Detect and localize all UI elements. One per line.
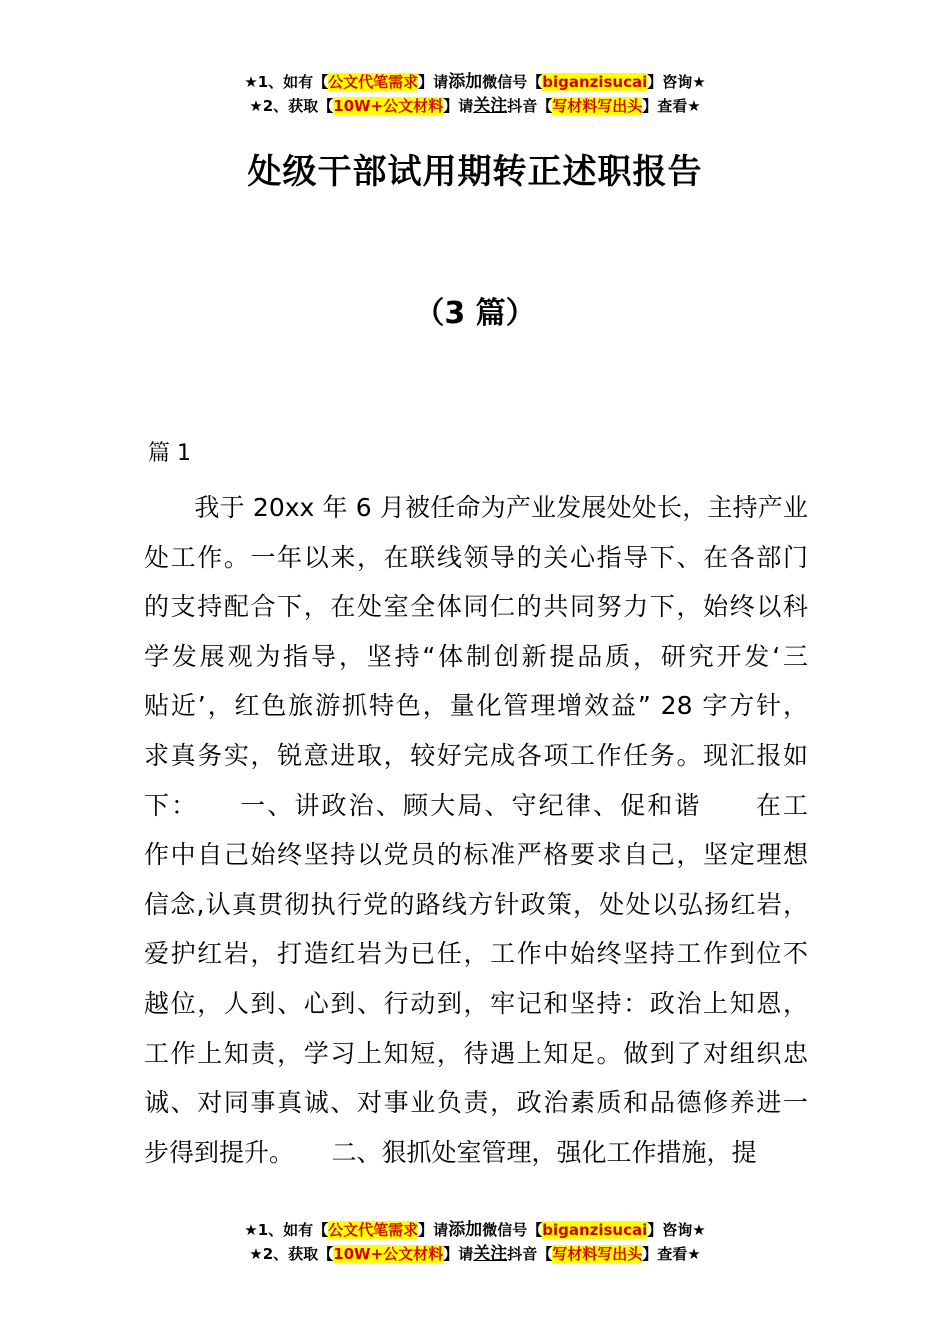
banner-text: 】咨询★ xyxy=(647,1221,706,1239)
banner-text: 】请 xyxy=(418,1221,449,1239)
banner-emphasis: 关注 xyxy=(473,1244,508,1264)
banner-text: 2、获取【 xyxy=(262,1245,334,1263)
body-line: 诚、对同事真诚、对事业负责，政治素质和品德修养进一 xyxy=(144,1088,808,1118)
body-line: 贴近’，红色旅游抓特色，量化管理增效益” 28 字方针， xyxy=(144,691,808,721)
body-line: 越位，人到、心到、行动到，牢记和坚持：政治上知恩， xyxy=(144,988,808,1018)
star-icon: ★ xyxy=(244,73,258,91)
body-line: 求真务实，锐意进取，较好完成各项工作任务。现汇报如 xyxy=(144,740,808,770)
footer-banner-line-1 xyxy=(0,1218,950,1242)
banner-text: 1、如有【 xyxy=(257,1221,329,1239)
document-title: 处级干部试用期转正述职报告 xyxy=(247,152,703,192)
banner-text: 】请 xyxy=(418,73,449,91)
header-banner-line-2 xyxy=(0,94,950,118)
highlight-ghostwriting: 公文代笔需求 xyxy=(328,1221,419,1239)
body-line: 处工作。一年以来，在联线领导的关心指导下、在各部门 xyxy=(144,542,808,572)
banner-text: 】咨询★ xyxy=(647,73,706,91)
banner-text: 抖音【 xyxy=(507,1245,553,1263)
banner-text: 】查看★ xyxy=(642,97,701,115)
header-banner-line-1 xyxy=(0,70,950,94)
highlight-materials: 10W+公文材料 xyxy=(333,1245,444,1263)
banner-text: 抖音【 xyxy=(507,97,553,115)
body-line: 工作上知责，学习上知短，待遇上知足。做到了对组织忠 xyxy=(144,1038,808,1068)
section-label: 篇 1 xyxy=(148,441,191,466)
body-line: 作中自己始终坚持以党员的标准严格要求自己，坚定理想 xyxy=(144,840,808,870)
header-banner xyxy=(0,70,950,118)
banner-emphasis: 关注 xyxy=(473,96,508,116)
highlight-materials: 10W+公文材料 xyxy=(333,97,444,115)
body-paragraph xyxy=(144,483,808,1177)
banner-text: 】查看★ xyxy=(642,1245,701,1263)
body-line: 信念,认真贯彻执行党的路线方针政策，处处以弘扬红岩， xyxy=(144,889,808,919)
body-line: 爱护红岩，打造红岩为已任，工作中始终坚持工作到位不 xyxy=(144,939,808,969)
banner-text: 】请 xyxy=(443,1245,474,1263)
body-line: 步得到提升。 二、狠抓处室管理，强化工作措施，提 xyxy=(144,1137,757,1167)
body-line: 下： 一、讲政治、顾大局、守纪律、促和谐 在工 xyxy=(144,790,808,820)
body-line: 学发展观为指导，坚持“体制创新提品质，研究开发‘三 xyxy=(144,641,808,671)
star-icon: ★ xyxy=(249,1245,263,1263)
body-line: 的支持配合下，在处室全体同仁的共同努力下，始终以科 xyxy=(144,592,808,622)
banner-text: 】请 xyxy=(443,97,474,115)
highlight-wechat-id: biganzisucai xyxy=(542,1221,648,1239)
banner-emphasis: 添加 xyxy=(448,1220,483,1240)
highlight-wechat-id: biganzisucai xyxy=(542,73,648,91)
highlight-ghostwriting: 公文代笔需求 xyxy=(328,73,419,91)
footer-banner-line-2 xyxy=(0,1242,950,1266)
footer-banner xyxy=(0,1218,950,1266)
document-subtitle: （3 篇） xyxy=(414,296,536,331)
banner-text: 2、获取【 xyxy=(262,97,334,115)
banner-emphasis: 添加 xyxy=(448,72,483,92)
highlight-douyin: 写材料写出头 xyxy=(552,1245,643,1263)
banner-text: 微信号【 xyxy=(482,73,543,91)
body-line: 我于 20xx 年 6 月被任命为产业发展处处长，主持产业 xyxy=(144,493,808,522)
highlight-douyin: 写材料写出头 xyxy=(552,97,643,115)
banner-text: 1、如有【 xyxy=(257,73,329,91)
banner-text: 微信号【 xyxy=(482,1221,543,1239)
star-icon: ★ xyxy=(249,97,263,115)
star-icon: ★ xyxy=(244,1221,258,1239)
